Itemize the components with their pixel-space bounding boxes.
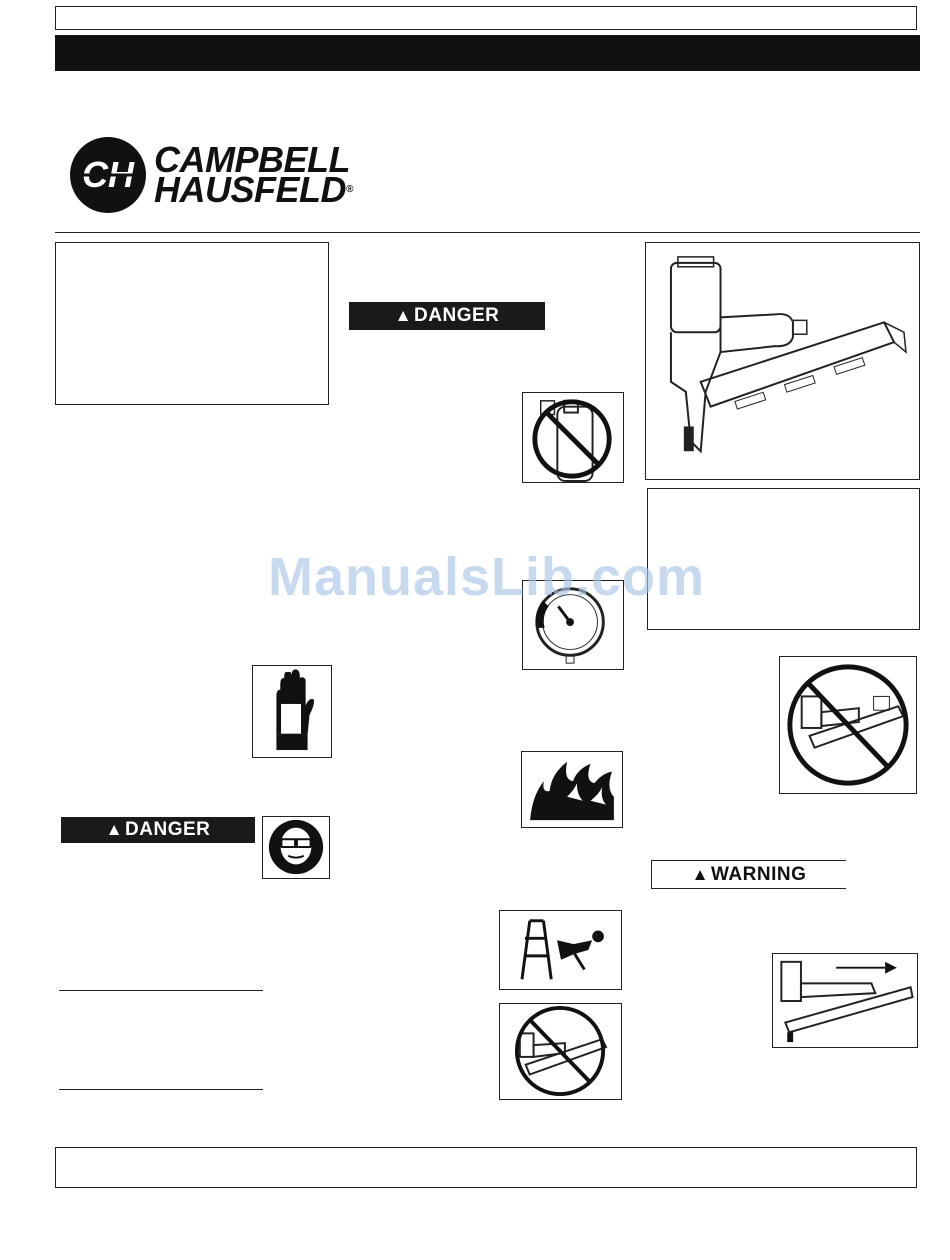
title-bar <box>55 35 920 71</box>
brand-logo <box>66 133 386 217</box>
flames-icon <box>521 751 623 828</box>
safety-glasses-icon <box>262 816 330 879</box>
registered-mark: ® <box>346 184 353 195</box>
header-box <box>55 6 917 30</box>
brand-monogram-icon <box>66 133 150 217</box>
falling-from-ladder-icon <box>499 910 622 990</box>
brand-line-2: HAUSFELD® <box>154 169 353 210</box>
nailer-illustration-box <box>645 242 920 480</box>
danger-signal-left: ▲ DANGER <box>61 817 255 843</box>
footer-box <box>55 1147 917 1188</box>
warning-triangle-icon: ▲ <box>105 820 124 839</box>
no-nailer-small-icon <box>499 1003 622 1100</box>
warning-triangle-icon: ▲ <box>691 865 710 884</box>
framing-nailer-illustration <box>646 243 919 479</box>
no-bottled-gas-icon <box>522 392 624 483</box>
left-info-box <box>55 242 329 405</box>
warning-signal: ▲ WARNING <box>651 860 846 889</box>
nailer-direction-icon <box>772 953 918 1048</box>
no-nailer-large-icon <box>779 656 917 794</box>
left-divider-2 <box>59 1089 263 1090</box>
warning-triangle-icon: ▲ <box>394 306 413 325</box>
section-rule <box>55 232 920 233</box>
glove-icon <box>252 665 332 758</box>
brand-line-1: CAMPBELL <box>154 139 350 180</box>
svg-text:CH: CH <box>82 154 134 195</box>
watermark: ManualsLib.com <box>268 547 706 607</box>
left-divider-1 <box>59 990 263 991</box>
danger-signal-top: ▲ DANGER <box>349 302 545 330</box>
